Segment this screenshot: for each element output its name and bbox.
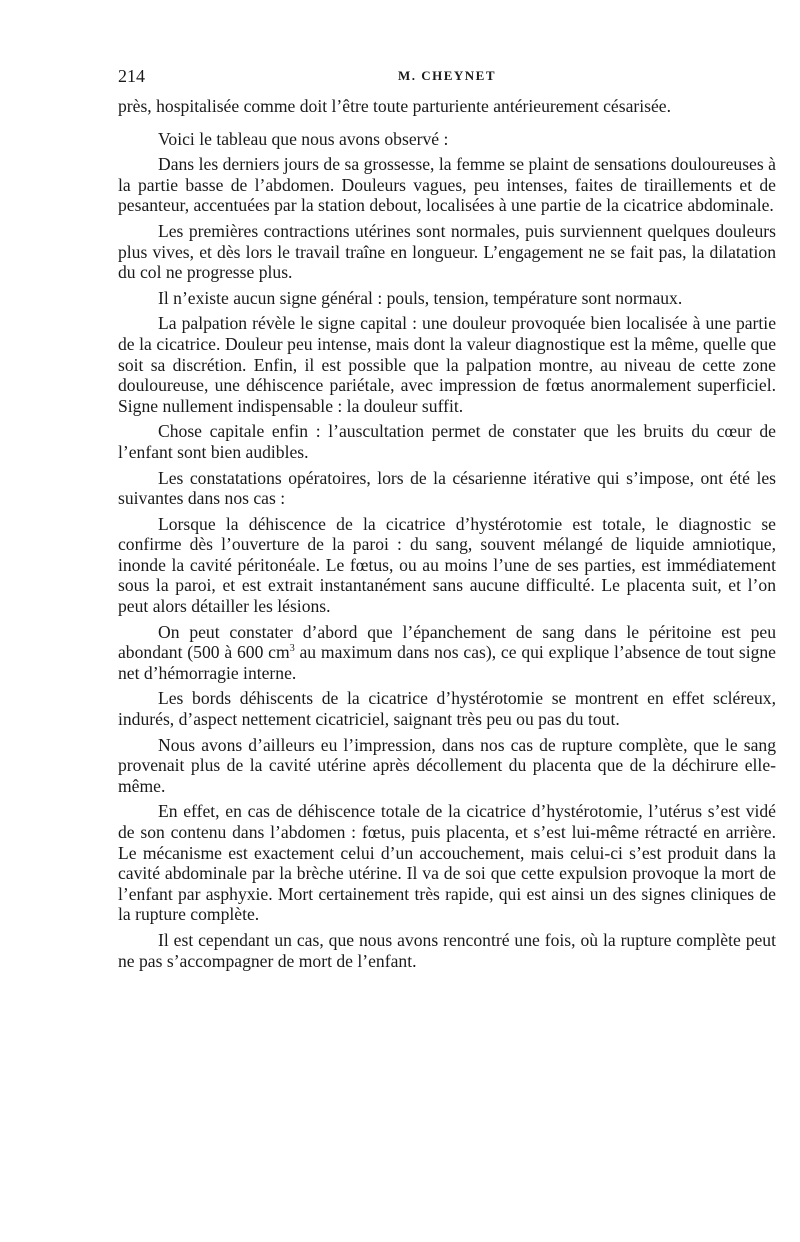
paragraph-symptoms: Dans les derniers jours de sa grossesse, la femme se plaint de sensations douloureuses à la partie basse de l’abdomen. Douleurs vagues, peu intenses, faites de tiraillements et de pesanteur, accentuées par la station debout, localisées à une partie de la cicatrice abdominale.: [118, 154, 776, 216]
paragraph-contractions: Les premières contractions utérines sont normales, puis surviennent quelques douleurs plus vives, et dès lors le travail traîne en longueur. L’engagement ne se fait pas, la dilatation du col ne progresse plus.: [118, 220, 776, 283]
peritoine-text-before: On peut constater d’abord que l’épanchement de sang dans le péritoine est peu abondant (500 à 600 cm: [118, 621, 776, 663]
paragraph-intro-tableau: Voici le tableau que nous avons observé :: [158, 128, 449, 149]
page: [118, 66, 776, 976]
page-header: [118, 66, 776, 96]
paragraph-palpation: La palpation révèle le signe capital : une douleur provoquée bien localisée à une partie de la cicatrice. Douleur peu intense, mais dont la valeur diagnostique est la même, quelle que soit sa discrétion. Enfin, il est possible que la palpation montre, au niveau de cette zone douloureuse, une déhiscence pariétale, avec impression de fœtus anormalement superficiel. Signe nullement indispensable : la douleur suffit.: [118, 313, 776, 416]
peritoine-text-after: au maximum dans nos cas), ce qui explique l’absence de tout signe net d’hémorragie interne.: [118, 642, 776, 683]
paragraph-auscultation: Chose capitale enfin : l’auscultation permet de constater que les bruits du cœur de l’enfant sont bien audibles.: [118, 421, 776, 462]
running-title: M. CHEYNET: [397, 68, 497, 83]
paragraph-exception-case: Il est cependant un cas, que nous avons rencontré une fois, où la rupture complète peut ne pas s’accompagner de mort de l’enfant.: [118, 929, 776, 971]
superscript-cubed: 3: [289, 643, 295, 655]
paragraph-mechanism: En effet, en cas de déhiscence totale de la cicatrice d’hystérotomie, l’utérus s’est vidé de son contenu dans l’abdomen : fœtus, puis placenta, et s’est lui-même rétracté en arrière. Le mécanisme est exactement celui d’un accouchement, mais celui-ci s’est produit dans la cavité abdominale par la brèche utérine. Il va de soi que cette expulsion provoque la mort de l’enfant par asphyxie. Mort certainement très rapide, qui est ainsi un des signes cliniques de la rupture complète.: [118, 801, 776, 925]
body-text: [118, 96, 776, 971]
paragraph-general-signs: Il n’existe aucun signe général : pouls, tension, température sont normaux.: [158, 287, 683, 308]
paragraph-continuation: près, hospitalisée comme doit l’être toute parturiente antérieurement césarisée.: [118, 96, 671, 116]
paragraph-operative-findings: Les constatations opératoires, lors de la césarienne itérative qui s’impose, ont été les suivantes dans nos cas :: [118, 467, 776, 509]
paragraph-blood-origin: Nous avons d’ailleurs eu l’impression, dans nos cas de rupture complète, que le sang provenait plus de la cavité utérine après décollement du placenta que de la déchirure elle-même.: [118, 734, 776, 796]
paragraph-peritoine: [118, 622, 776, 684]
paragraph-edges: Les bords déhiscents de la cicatrice d’hystérotomie se montrent en effet scléreux, indurés, d’aspect nettement cicatriciel, saignant très peu ou pas du tout.: [118, 688, 776, 730]
page-number: 214: [118, 66, 145, 86]
paragraph-total-dehiscence: Lorsque la déhiscence de la cicatrice d’hystérotomie est totale, le diagnostic se confirme dès l’ouverture de la paroi : du sang, souvent mélangé de liquide amniotique, inonde la cavité péritonéale. Le fœtus, ou au moins l’une de ses parties, est immédiatement sous la paroi, et est extrait instantanément sans aucune difficulté. Le placenta suit, et l’on peut alors détailler les lésions.: [118, 513, 776, 617]
